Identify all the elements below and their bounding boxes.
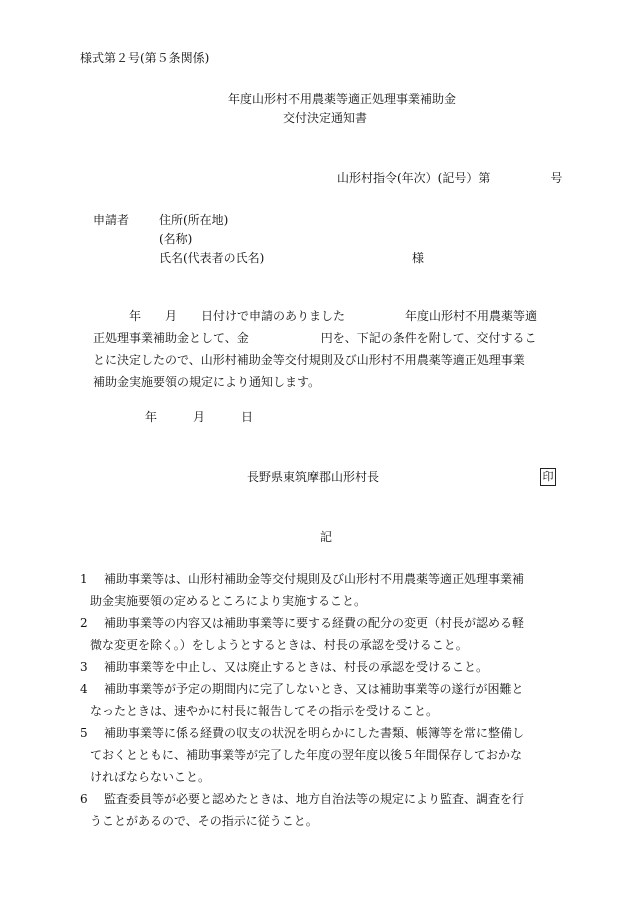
- condition-number: 6: [80, 792, 88, 806]
- condition-text: 補助事業等は、山形村補助金等交付規則及び山形村不用農薬等適正処理事業補: [104, 572, 525, 586]
- condition-text: うことがあるので、その指示に従うこと。: [90, 814, 318, 828]
- condition-text: ければならないこと。: [90, 770, 211, 784]
- document-title-line2: 交付決定通知書: [283, 111, 368, 125]
- issuer: 長野県東筑摩郡山形村長: [247, 470, 380, 484]
- body-paragraph: [93, 305, 583, 393]
- condition-item: [80, 612, 580, 656]
- condition-number: 4: [80, 682, 88, 696]
- ki-heading: 記: [320, 530, 333, 544]
- applicant-label: 申請者: [93, 213, 130, 227]
- date-line: 年 月 日: [145, 410, 254, 424]
- applicant-honorific: 様: [412, 251, 425, 265]
- condition-text: 補助事業等に係る経費の収支の状況を明らかにした書類、帳簿等を常に整備し: [104, 726, 525, 740]
- condition-text: 補助事業等の内容又は補助事業等に要する経費の配分の変更（村長が認める軽: [104, 616, 525, 630]
- condition-text: ておくとともに、補助事業等が完了した年度の翌年度以後５年間保存しておかな: [90, 748, 523, 762]
- condition-number: 1: [80, 572, 88, 586]
- condition-number: 3: [80, 660, 88, 674]
- condition-text: 補助事業等が予定の期間内に完了しないとき、又は補助事業等の遂行が困難と: [104, 682, 524, 696]
- body-line: 補助金実施要領の規定により通知します。: [93, 375, 321, 389]
- condition-text: 補助事業等を中止し、又は廃止するときは、村長の承認を受けること。: [104, 660, 489, 674]
- condition-number: 5: [80, 726, 88, 740]
- applicant-address: 住所(所在地): [159, 213, 229, 227]
- condition-text: 監査委員等が必要と認めたときは、地方自治法等の規定により監査、調査を行: [104, 792, 525, 806]
- condition-text: なったときは、速やかに村長に報告してその指示を受けること。: [90, 704, 439, 718]
- conditions-list: [80, 568, 580, 832]
- body-line: とに決定したので、山形村補助金等交付規則及び山形村不用農薬等適正処理事業: [93, 353, 525, 367]
- seal-mark: 印: [540, 468, 556, 486]
- condition-item: [80, 656, 580, 678]
- reference-number: 山形村指令(年次）(記号）第 号: [337, 171, 563, 185]
- condition-text: 微な変更を除く。）をしようとするときは、村長の承認を受けること。: [90, 638, 468, 652]
- body-line: 正処理事業補助金として、金 円を、下記の条件を附して、交付するこ: [93, 331, 537, 345]
- condition-item: [80, 678, 580, 722]
- applicant-name-org: (名称): [159, 232, 193, 246]
- condition-number: 2: [80, 616, 88, 630]
- condition-item: [80, 788, 580, 832]
- applicant-representative: 氏名(代表者の氏名): [159, 251, 265, 265]
- form-label: 様式第２号(第５条関係): [80, 51, 210, 65]
- document-title-line1: 年度山形村不用農薬等適正処理事業補助金: [228, 92, 457, 106]
- body-line: 年 月 日付けで申請のありました 年度山形村不用農薬等適: [93, 309, 538, 323]
- condition-item: [80, 568, 580, 612]
- condition-item: [80, 722, 580, 788]
- condition-text: 助金実施要領の定めるところにより実施すること。: [90, 594, 367, 608]
